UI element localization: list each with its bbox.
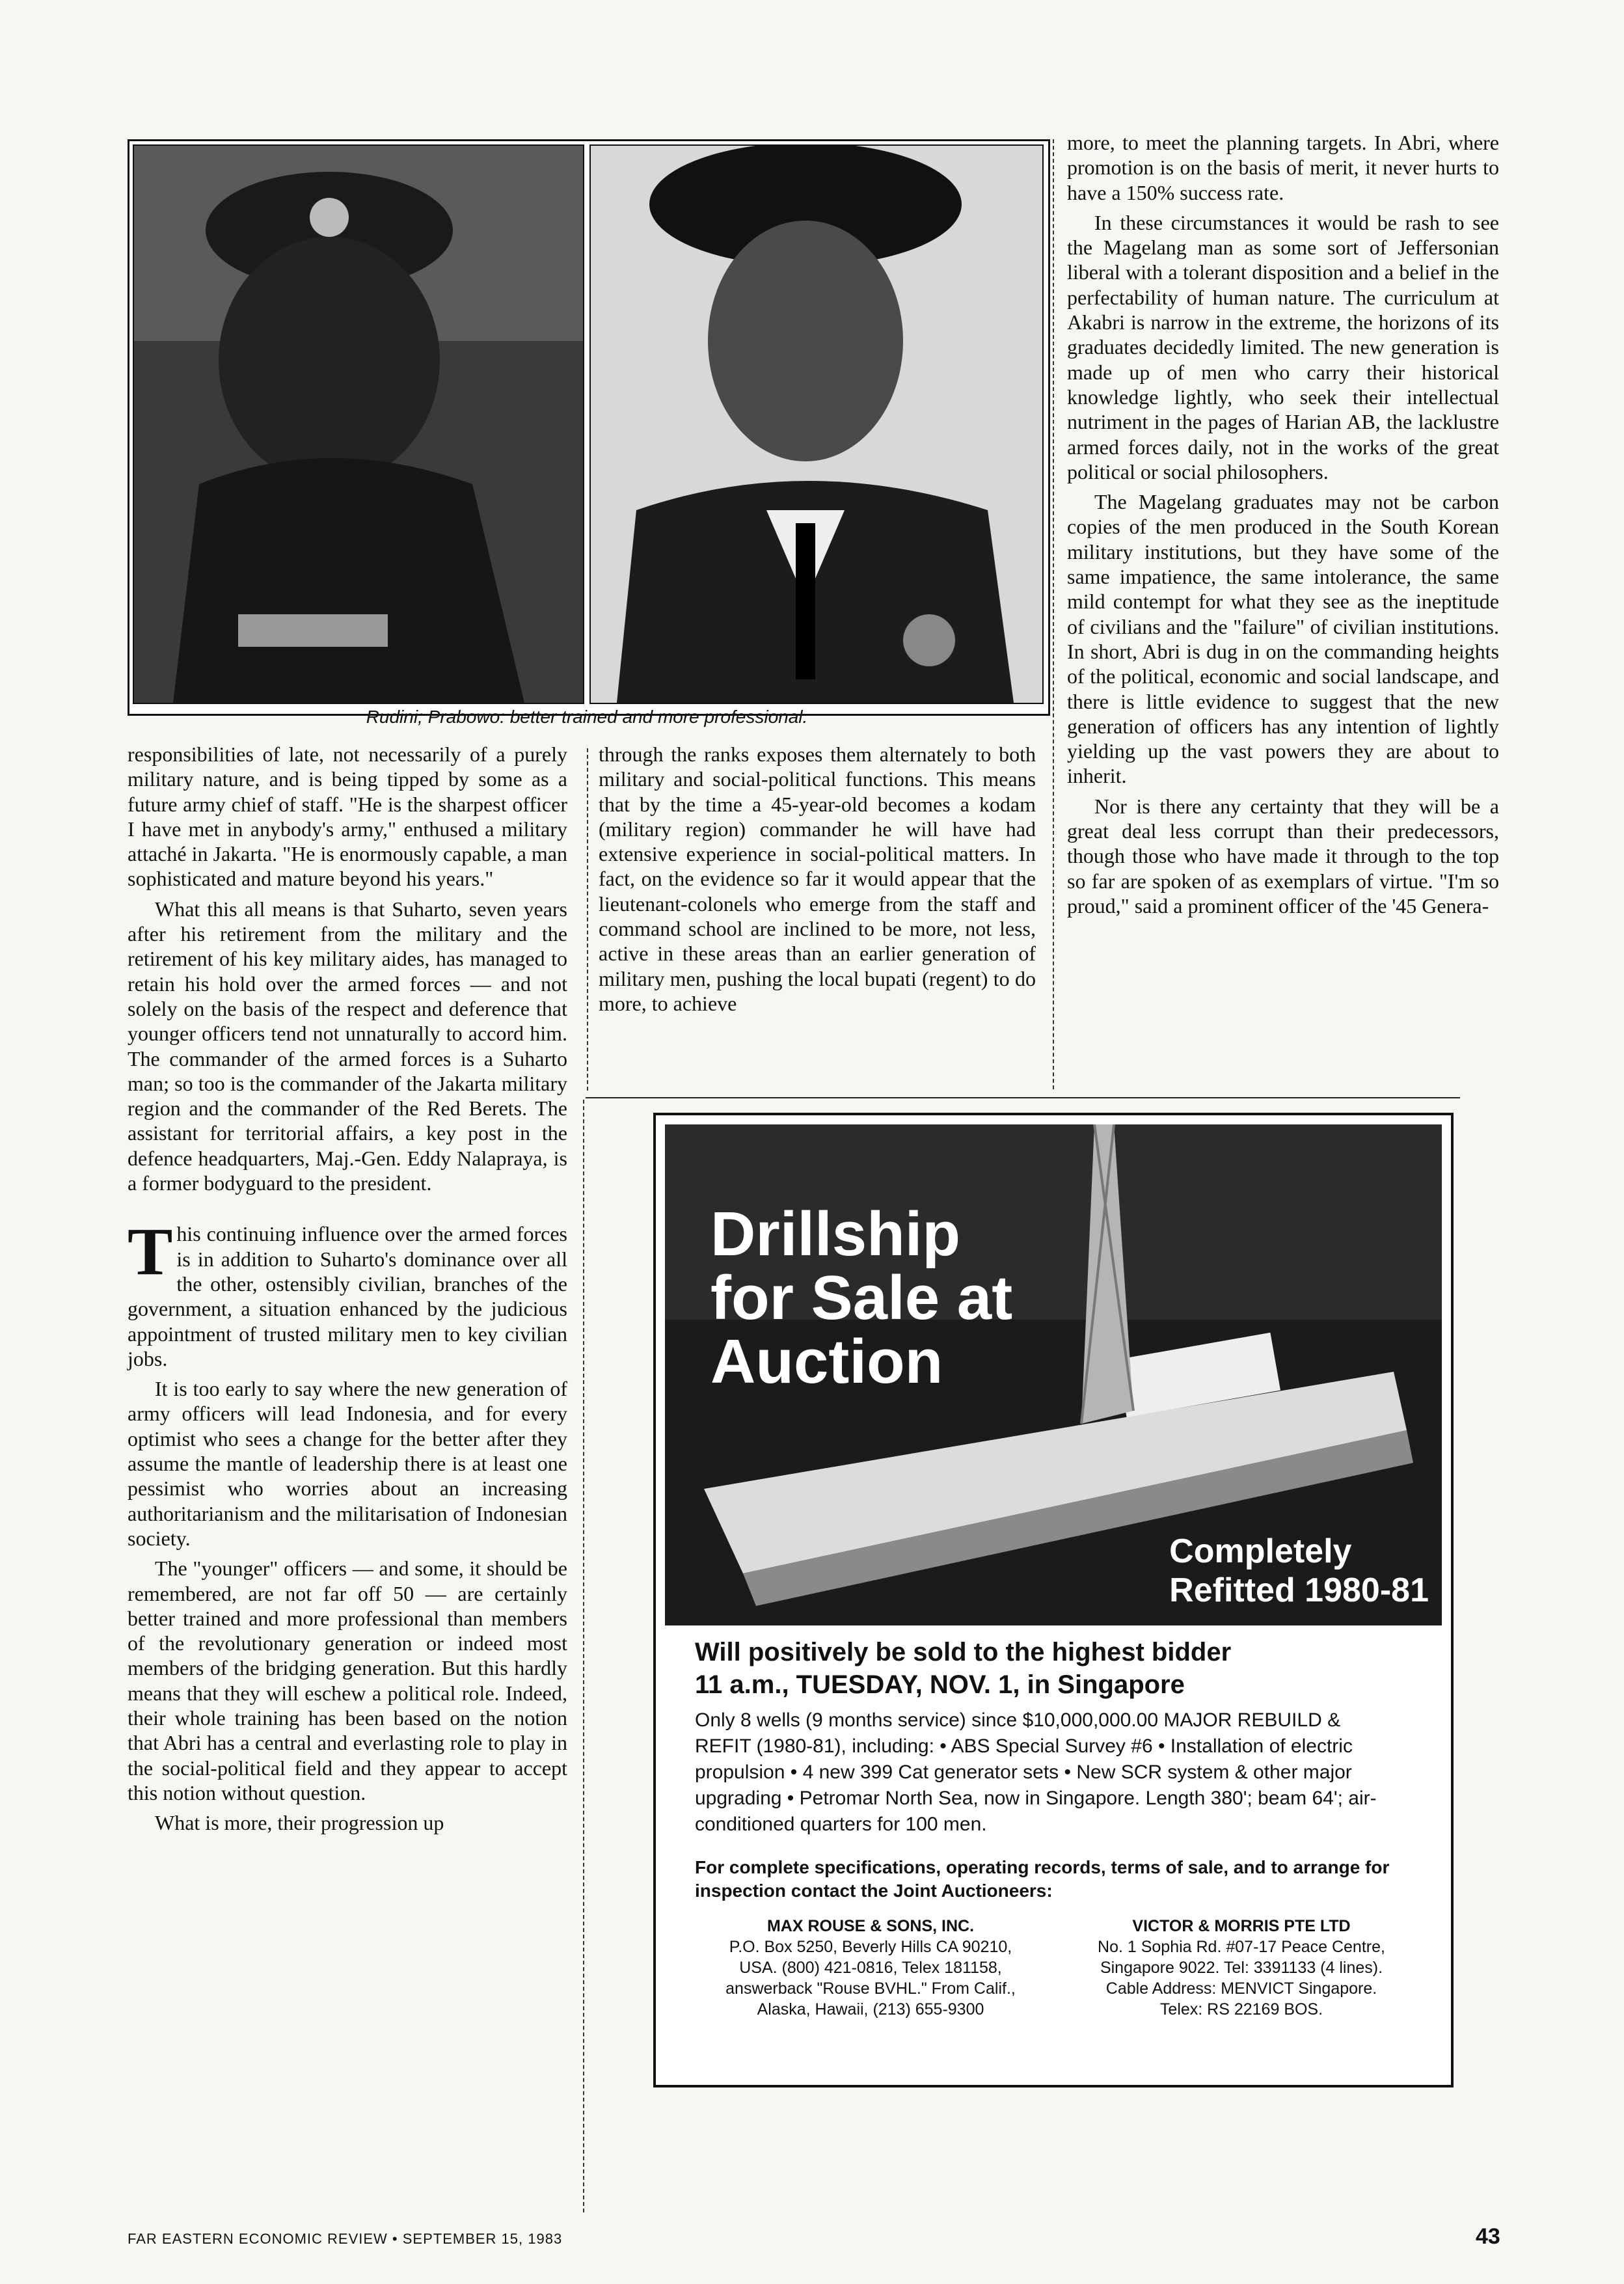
auctioneer-name: MAX ROUSE & SONS, INC. (766, 1917, 975, 1935)
photo-prabowo (589, 144, 1044, 704)
drillship-advertisement (653, 1113, 1454, 2087)
article-column-left (128, 742, 567, 1840)
headline-line: Drillship (710, 1199, 961, 1269)
subhead-line: 11 a.m., TUESDAY, NOV. 1, in Singapore (695, 1670, 1185, 1699)
address-line: Singapore 9022. Tel: 3391133 (4 lines). (1100, 1959, 1383, 1977)
paragraph: responsibilities of late, not necessarily of a purely military nature, and is being tipped by some as a future army chief of staff. "He is the sharpest officer I have met in anybody's army," enthused a military attaché in Jakarta. "He is enormously capable, a man sophisticated and mature beyond his years." (128, 742, 567, 891)
headline-line: for Sale at (710, 1263, 1013, 1333)
badge-line: Completely (1169, 1532, 1352, 1570)
paragraph: through the ranks exposes them alternately to both military and social-political functions. This means that by the time a 45-year-old becomes a kodam (military region) commander he will have had extensive experience in social-political matters. In fact, on the evidence so far it would appear that the lieutenant-colonels who emerge from the staff and command school are inclined to be more, not less, active in these areas than an earlier generation of military men, pushing the local bupati (regent) to do more, to achieve (599, 742, 1036, 1015)
dropcap-letter: T (128, 1214, 173, 1290)
paragraph: Nor is there any certainty that they will be a great deal less corrupt than their predecessors, though those who have made it through to the top so far are spoken of as exemplars of virtue. "I'm so proud," said a prominent officer of the '45 Genera- (1067, 794, 1499, 918)
paragraph-dropcap (128, 1214, 567, 1371)
paragraph: The Magelang graduates may not be carbon copies of the men produced in the South Korean military institutions, but they have some of the same impatience, the same intolerance, the same mild contempt for what they see as the ineptitude of civilians and the "failure" of civilian institutions. In short, Abri is dug in on the commanding heights of the political, economic and social landscape, and there is little evidence to suggest that the new generation of officers has any intention of lightly yielding up the vast powers they are about to inherit. (1067, 490, 1499, 788)
address-line: Alaska, Hawaii, (213) 655-9300 (757, 2000, 984, 2019)
paragraph-text: his continuing influence over the armed forces is in addition to Suharto's dominance over all the other, ostensibly civilian, branches of the government, a situation enhanced by the judicious appointment of trusted military men to key civilian jobs. (128, 1222, 567, 1370)
address-line: P.O. Box 5250, Beverly Hills CA 90210, (729, 1938, 1012, 1956)
paragraph: The "younger" officers — and some, it should be remembered, are not far off 50 — are certainly better trained and more professional than members of the revolutionary generation or indeed most members of the bridging generation. But this hardly means that they will eschew a political role. Indeed, their whole training has been based on the notion that Abri has a central and everlasting role to play in the social-political field and they appear to accept this notion without question. (128, 1557, 567, 1804)
ad-headline (710, 1199, 1013, 1396)
photo-caption: Rudini; Prabowo: better trained and more professional. (366, 707, 808, 727)
column-rule (587, 748, 588, 1091)
refit-badge (1169, 1532, 1429, 1610)
portrait-prabowo-graphic (591, 146, 1042, 703)
auctioneer-name: VICTOR & MORRIS PTE LTD (1132, 1917, 1351, 1935)
column-rule (1053, 139, 1054, 1089)
paragraph: more, to meet the planning targets. In Abri, where promotion is on the basis of merit, it never hurts to have a 150% success rate. (1067, 131, 1499, 204)
badge-line: Refitted 1980-81 (1169, 1571, 1429, 1609)
auctioneer-max-rouse (695, 1916, 1046, 2020)
page-number: 43 (1476, 2224, 1500, 2249)
subhead-line: Will positively be sold to the highest bidder (695, 1638, 1232, 1666)
paragraph: In these circumstances it would be rash to see the Magelang man as some sort of Jeffersonian liberal with a tolerant disposition and a belief in the perfectability of human nature. The curriculum at Akabri is narrow in the extreme, the horizons of its graduates decidedly limited. The new generation is made up of men who carry their historical knowledge lightly, who seek their intellectual nutriment in the pages of Harian AB, the lacklustre armed forces daily, not in the works of the great political or social philosophers. (1067, 210, 1499, 483)
paragraph: It is too early to say where the new generation of army officers will lead Indonesia, and for every optimist who sees a change for the better after they assume the mantle of leadership there is at least one pessimist who worries about an increasing authoritarianism and the militarisation of Indonesian society. (128, 1377, 567, 1550)
ad-subhead (695, 1636, 1424, 1701)
address-line: No. 1 Sophia Rd. #07-17 Peace Centre, (1098, 1938, 1385, 1956)
ad-body: Only 8 wells (9 months service) since $10,000,000.00 MAJOR REBUILD & REFIT (1980-81), including: • ABS Special Survey #6 • Installation of electric propulsion • 4 new 399 Cat generator sets • New SCR system & other major upgrading • Petromar North Sea, now in Singapore. Length 380'; beam 64'; air-conditioned quarters for 100 men. (695, 1709, 1377, 1835)
portrait-rudini-graphic (134, 146, 583, 703)
headline-line: Auction (710, 1327, 943, 1396)
ad-photo (665, 1124, 1442, 1625)
address-line: answerback "Rouse BVHL." From Calif., (725, 1979, 1016, 1998)
article-column-middle (599, 742, 1036, 1021)
address-line: USA. (800) 421-0816, Telex 181158, (739, 1959, 1002, 1977)
photo-rudini (133, 144, 584, 704)
auctioneer-victor-morris (1059, 1916, 1424, 2020)
ad-contact-intro: For complete specifications, operating records, terms of sale, and to arrange for inspection contact the Joint Auctioneers: (695, 1857, 1390, 1901)
horizontal-rule (586, 1097, 1460, 1098)
paragraph: What is more, their progression up (155, 1811, 444, 1835)
address-line: Telex: RS 22169 BOS. (1159, 2000, 1323, 2019)
address-line: Cable Address: MENVICT Singapore. (1105, 1979, 1377, 1998)
column-rule (583, 1100, 584, 2212)
footer-publication: FAR EASTERN ECONOMIC REVIEW • SEPTEMBER 15, 1983 (128, 2231, 563, 2247)
paragraph: What this all means is that Suharto, seven years after his retirement from the military and the retirement of his key military aides, has managed to retain his hold over the armed forces — and not solely on the basis of the respect and deference that younger officers tend not unnaturally to accord him. The commander of the armed forces is a Suharto man; so too is the commander of the Jakarta military region and the commander of the Red Berets. The assistant for territorial affairs, a key post in the defence headquarters, Maj.-Gen. Eddy Nalapraya, is a former bodyguard to the president. (128, 897, 567, 1195)
article-column-right (1067, 130, 1499, 923)
